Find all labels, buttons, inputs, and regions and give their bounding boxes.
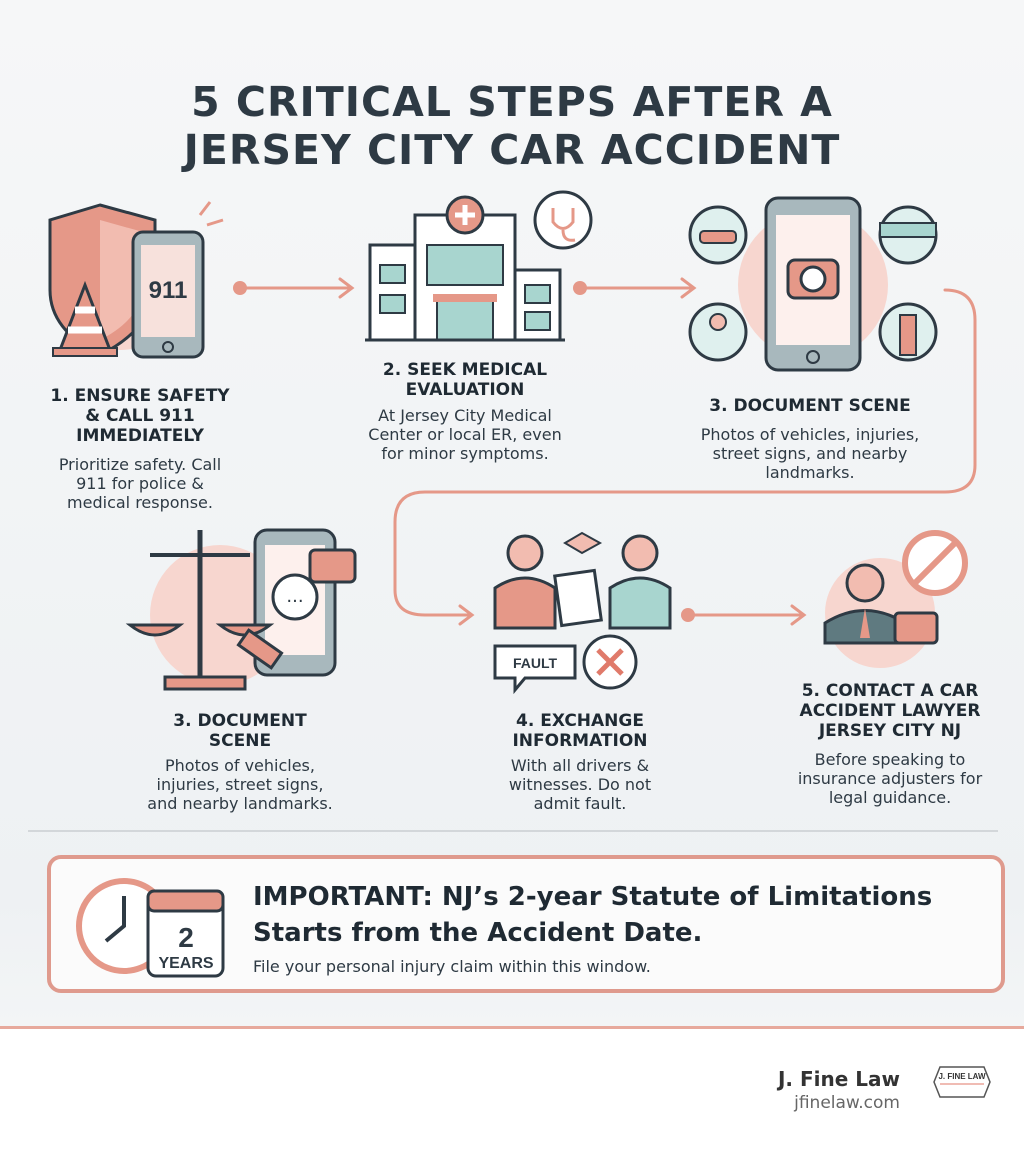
- legal-scale-phone-icon: [125, 515, 365, 695]
- firm-logo: [930, 1065, 994, 1099]
- svg-text:J. FINE LAW: J. FINE LAW: [938, 1072, 986, 1081]
- divider: [28, 830, 998, 832]
- handshake-icon: [565, 533, 600, 553]
- step-3b-label: 3. DOCUMENT SCENE: [173, 711, 307, 751]
- clock-calendar-icon: [76, 871, 236, 981]
- exchange-information-icon: [490, 528, 680, 698]
- page-title: 5 CRITICAL STEPS AFTER A JERSEY CITY CAR ACCIDENT: [183, 78, 841, 174]
- document-scene-icon: [688, 195, 948, 375]
- stethoscope-icon: [535, 192, 591, 248]
- step-4-description: With all drivers & witnesses. Do not admit fault.: [508, 756, 652, 813]
- briefcase-icon: [895, 613, 937, 643]
- step-1-label: 1. ENSURE SAFETY & CALL 911 IMMEDIATELY: [50, 386, 230, 446]
- injured-person-icon: [690, 304, 746, 360]
- safety-911-icon: [45, 190, 215, 370]
- important-heading: IMPORTANT: NJ’s 2-year Statute of Limitations Starts from the Accident Date.: [253, 882, 933, 948]
- lawyer-icon: [820, 528, 980, 668]
- step-2-description: At Jersey City Medical Center or local ER, even for minor symptoms.: [368, 406, 562, 463]
- footer-url[interactable]: jfinelaw.com: [794, 1093, 900, 1113]
- important-notice: [47, 855, 1005, 993]
- step-2-label: 2. SEEK MEDICAL EVALUATION: [382, 360, 548, 400]
- step-5-label: 5. CONTACT A CAR ACCIDENT LAWYER JERSEY CITY NJ: [799, 681, 981, 741]
- svg-text:911: 911: [148, 277, 188, 304]
- footer-brand: J. Fine Law: [777, 1067, 900, 1091]
- step-5-description: Before speaking to insurance adjusters for legal guidance.: [797, 750, 983, 807]
- step-4-label: 4. EXCHANGE INFORMATION: [512, 711, 648, 751]
- step-3-label: 3. DOCUMENT SCENE: [709, 396, 911, 416]
- svg-text:FAULT: FAULT: [512, 655, 558, 671]
- hospital-icon: [365, 190, 605, 350]
- step-3b-description: Photos of vehicles, injuries, street signs, and nearby landmarks.: [147, 756, 333, 813]
- chat-bubble-icon: [310, 550, 355, 582]
- step-1-description: Prioritize safety. Call 911 for police & medical response.: [58, 455, 222, 512]
- svg-text:...: ...: [286, 586, 304, 607]
- document-icon: [555, 570, 602, 625]
- step-3-description: Photos of vehicles, injuries, street signs, and nearby landmarks.: [700, 425, 920, 482]
- svg-text:YEARS: YEARS: [158, 955, 214, 972]
- important-subtext: File your personal injury claim within this window.: [253, 957, 651, 976]
- footer: [0, 1026, 1024, 1154]
- svg-text:2: 2: [178, 922, 194, 953]
